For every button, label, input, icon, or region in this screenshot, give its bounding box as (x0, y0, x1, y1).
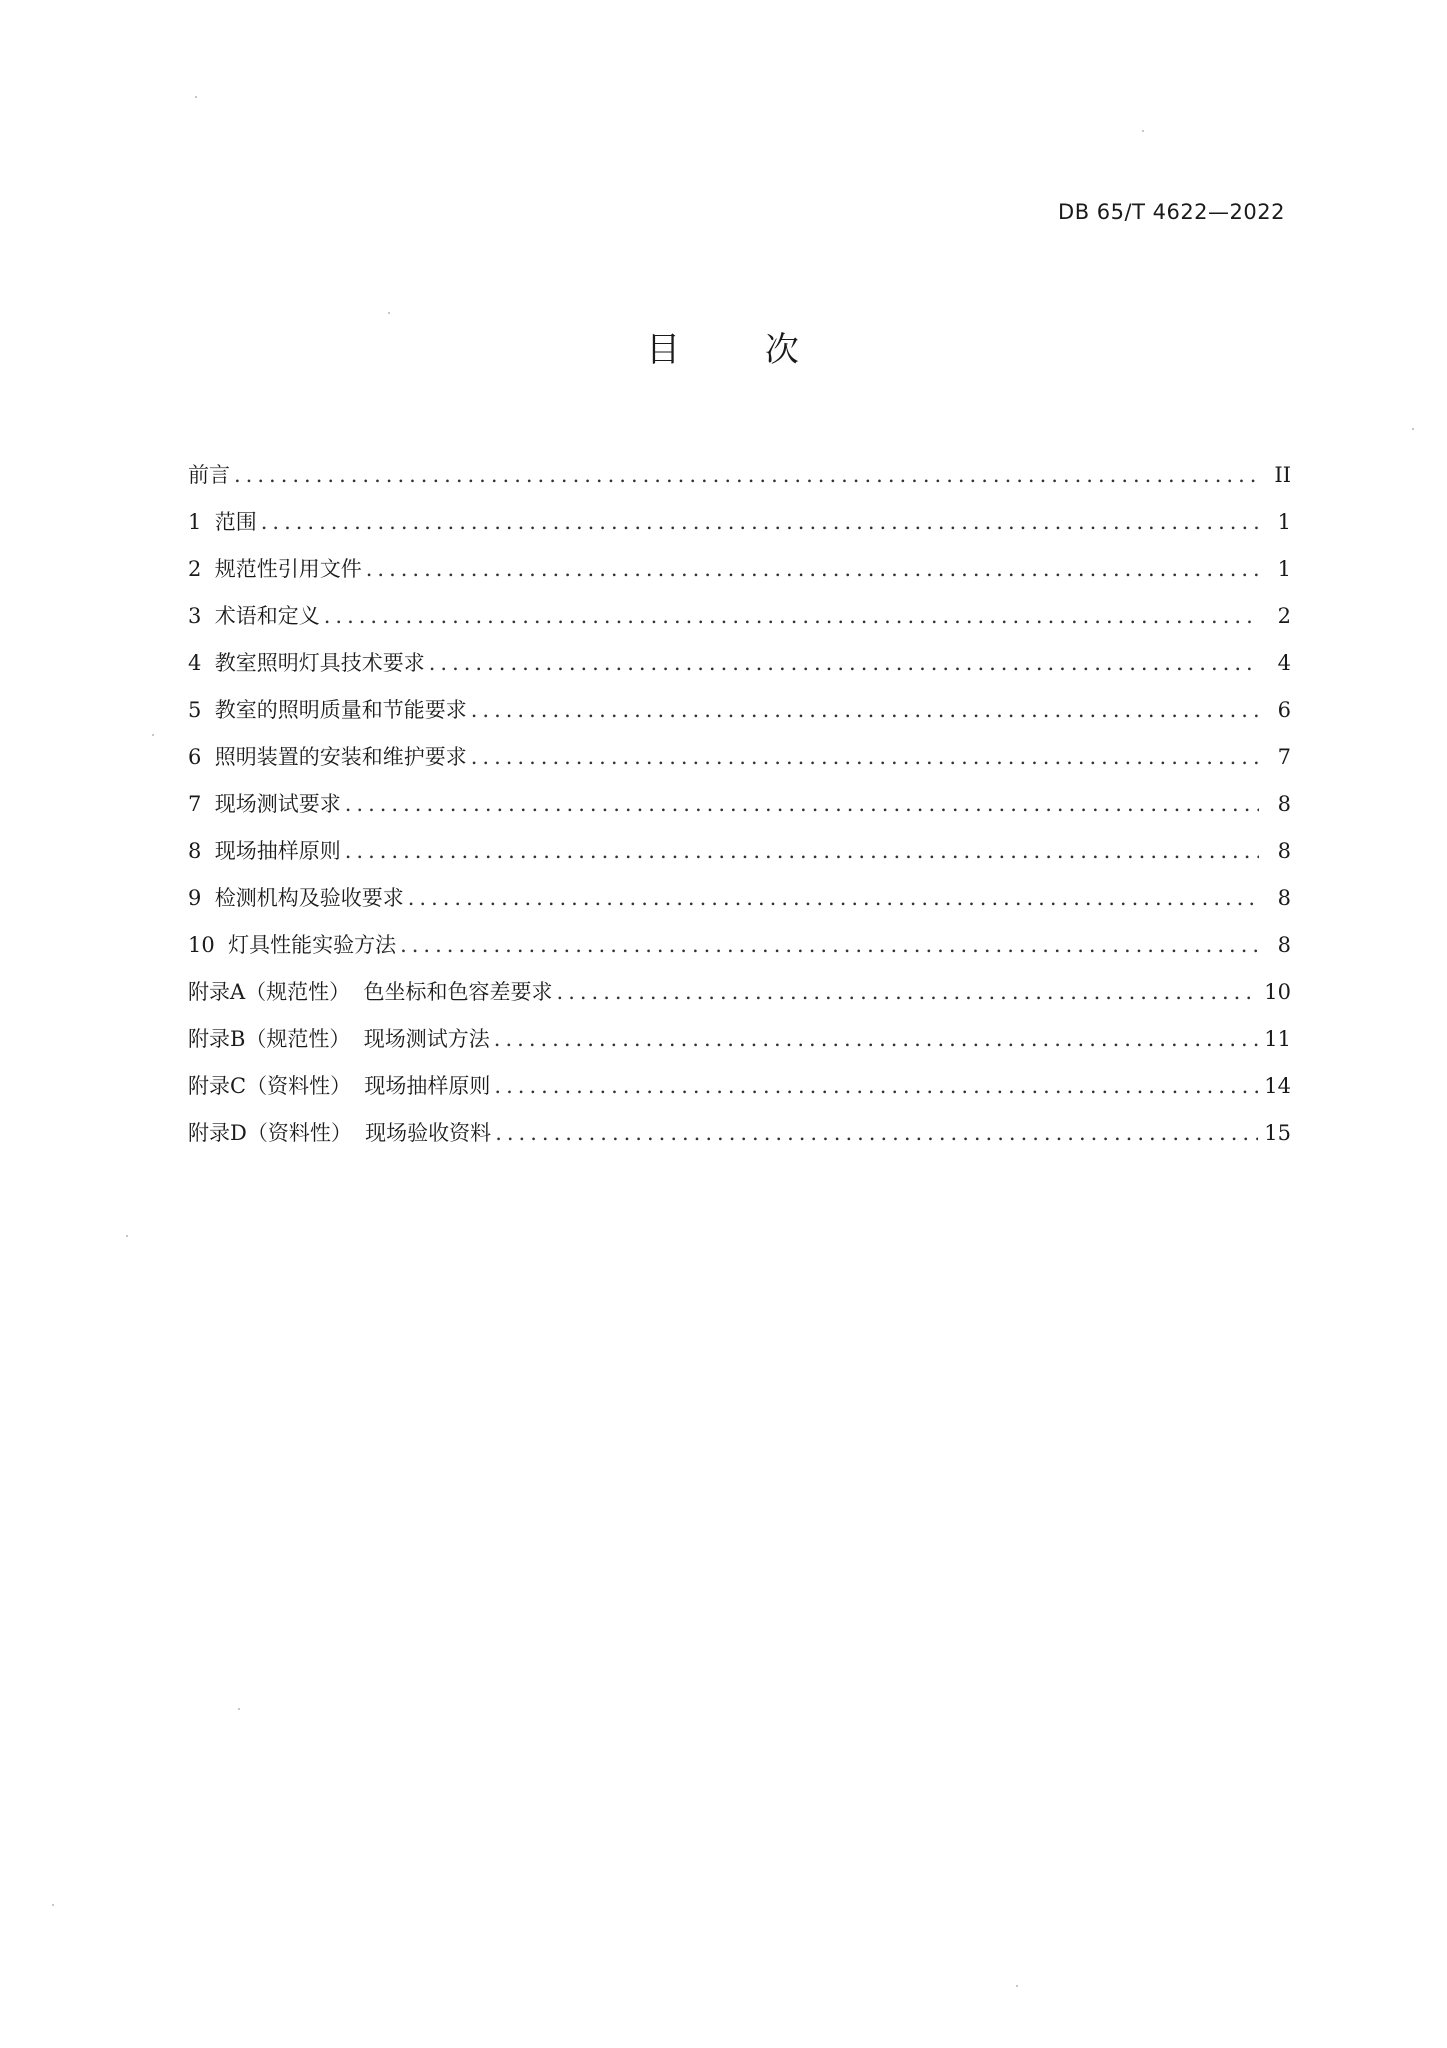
dot-leader (471, 687, 1259, 734)
scan-speck (195, 96, 197, 98)
toc-page-number: 14 (1264, 1074, 1291, 1098)
toc-page-number: 6 (1277, 698, 1291, 722)
dot-leader (429, 640, 1259, 687)
toc-entry-6[interactable] (188, 734, 1291, 781)
toc-entry-label: 9 检测机构及验收要求 (188, 886, 404, 910)
toc-page-number: 7 (1277, 745, 1291, 769)
toc-entry-appendix-d[interactable] (188, 1110, 1291, 1157)
toc-entry-label: 10 灯具性能实验方法 (188, 933, 397, 957)
toc-page-number: 11 (1264, 1027, 1291, 1051)
toc-entry-10[interactable] (188, 922, 1291, 969)
dot-leader (495, 1110, 1258, 1157)
toc-entry-label: 7 现场测试要求 (188, 792, 341, 816)
toc-page-number: II (1274, 463, 1291, 487)
toc-page-number: 8 (1277, 792, 1291, 816)
toc-entry-appendix-a[interactable] (188, 969, 1291, 1016)
toc-entry-appendix-b[interactable] (188, 1016, 1291, 1063)
toc-entry-label: 5 教室的照明质量和节能要求 (188, 698, 467, 722)
scan-speck (388, 312, 390, 314)
scan-speck (152, 734, 154, 736)
toc-entry-label: 8 现场抽样原则 (188, 839, 341, 863)
toc-page-number: 4 (1277, 651, 1291, 675)
dot-leader (345, 781, 1259, 828)
dot-leader (400, 922, 1259, 969)
dot-leader (408, 875, 1259, 922)
toc-entry-1[interactable] (188, 499, 1291, 546)
dot-leader (471, 734, 1259, 781)
dot-leader (366, 546, 1259, 593)
toc-entry-4[interactable] (188, 640, 1291, 687)
toc-entry-foreword[interactable] (188, 452, 1291, 499)
scan-speck (238, 1708, 240, 1710)
toc-entry-label: 附录C（资料性） 现场抽样原则 (188, 1074, 491, 1098)
dot-leader (557, 969, 1259, 1016)
toc-page-number: 8 (1277, 886, 1291, 910)
toc-page-number: 10 (1264, 980, 1291, 1004)
doc-code: DB 65/T 4622—2022 (1058, 200, 1285, 224)
toc-entry-appendix-c[interactable] (188, 1063, 1291, 1110)
scan-speck (1142, 130, 1144, 132)
toc-entry-label: 附录B（规范性） 现场测试方法 (188, 1027, 490, 1051)
toc-entry-label: 前言 (188, 463, 230, 487)
scan-speck (1016, 1985, 1018, 1987)
scan-speck (126, 1235, 128, 1237)
dot-leader (234, 452, 1259, 499)
toc-entry-5[interactable] (188, 687, 1291, 734)
dot-leader (345, 828, 1259, 875)
scan-speck (52, 1904, 54, 1906)
toc-entry-label: 2 规范性引用文件 (188, 557, 362, 581)
toc-entry-8[interactable] (188, 828, 1291, 875)
toc-entry-label: 4 教室照明灯具技术要求 (188, 651, 425, 675)
toc-entry-9[interactable] (188, 875, 1291, 922)
toc-page-number: 1 (1277, 557, 1291, 581)
toc-title: 目 次 (646, 330, 801, 370)
toc-entry-7[interactable] (188, 781, 1291, 828)
toc-entry-label: 3 术语和定义 (188, 604, 320, 628)
toc-list (188, 452, 1291, 1157)
toc-entry-2[interactable] (188, 546, 1291, 593)
toc-page-number: 8 (1277, 839, 1291, 863)
toc-entry-label: 6 照明装置的安装和维护要求 (188, 745, 467, 769)
scan-speck (1412, 428, 1414, 430)
dot-leader (494, 1063, 1258, 1110)
toc-entry-label: 附录A（规范性） 色坐标和色容差要求 (188, 980, 553, 1004)
toc-entry-label: 1 范围 (188, 510, 257, 534)
dot-leader (324, 593, 1259, 640)
dot-leader (494, 1016, 1258, 1063)
toc-entry-label: 附录D（资料性） 现场验收资料 (188, 1121, 492, 1145)
toc-page-number: 1 (1277, 510, 1291, 534)
dot-leader (261, 499, 1259, 546)
toc-page-number: 2 (1277, 604, 1291, 628)
toc-page-number: 8 (1277, 933, 1291, 957)
toc-page-number: 15 (1264, 1121, 1291, 1145)
toc-entry-3[interactable] (188, 593, 1291, 640)
